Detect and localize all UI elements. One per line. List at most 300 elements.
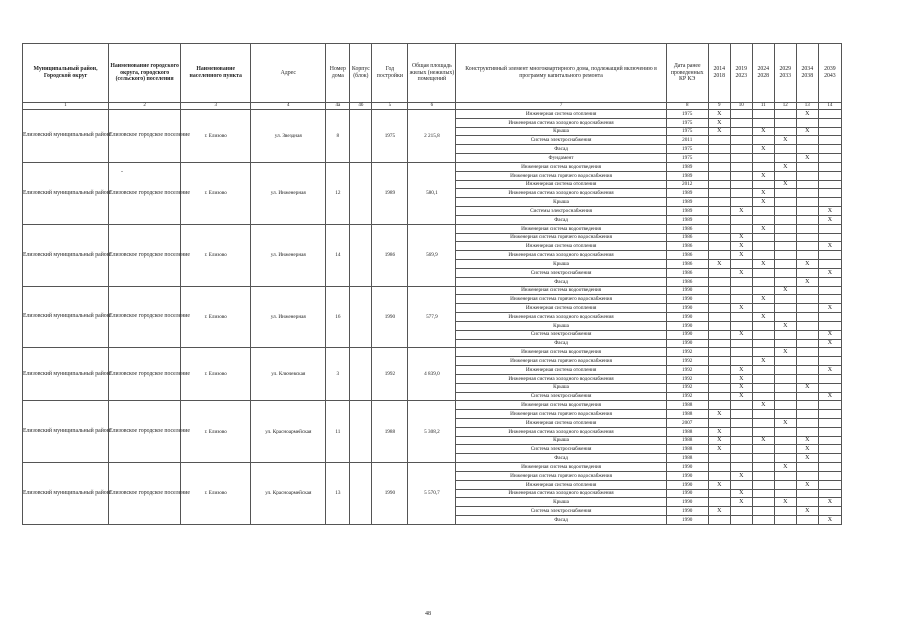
- settlement-cell: Елизовское городское поселение: [109, 401, 181, 463]
- period-mark-cell: [796, 189, 818, 198]
- period-mark-cell: [752, 498, 774, 507]
- prior-repair-date-cell: 1988: [666, 454, 708, 463]
- build-year-cell: 1986: [372, 224, 408, 286]
- period-mark-cell: [708, 471, 730, 480]
- period-mark-cell: [818, 295, 841, 304]
- period-mark-cell: [774, 392, 796, 401]
- district-cell: Елизовский муниципальный район: [23, 401, 109, 463]
- period-mark-cell: X: [818, 516, 841, 525]
- period-mark-cell: X: [752, 313, 774, 322]
- period-mark-cell: [818, 233, 841, 242]
- prior-repair-date-cell: 1989: [666, 162, 708, 171]
- period-mark-cell: X: [774, 498, 796, 507]
- period-mark-cell: X: [730, 251, 752, 260]
- prior-repair-date-cell: 1992: [666, 392, 708, 401]
- period-mark-cell: X: [796, 480, 818, 489]
- prior-repair-date-cell: 1990: [666, 313, 708, 322]
- period-mark-cell: [708, 374, 730, 383]
- build-year-cell: 1990: [372, 286, 408, 348]
- period-mark-cell: [708, 233, 730, 242]
- element-name-cell: Система электроснабжения: [456, 136, 666, 145]
- period-mark-cell: X: [796, 445, 818, 454]
- table-row: [23, 110, 842, 119]
- period-mark-cell: [818, 313, 841, 322]
- period-mark-cell: X: [730, 471, 752, 480]
- period-mark-cell: [708, 242, 730, 251]
- block-cell: [350, 463, 372, 525]
- locality-cell: г. Елизово: [181, 401, 251, 463]
- element-name-cell: Крыша: [456, 383, 666, 392]
- period-mark-cell: X: [796, 127, 818, 136]
- period-mark-cell: X: [752, 436, 774, 445]
- element-name-cell: Инженерная система горячего водоснабжения: [456, 471, 666, 480]
- period-mark-cell: [752, 277, 774, 286]
- area-cell: 569,9: [408, 224, 456, 286]
- settlement-cell: Елизовское городское поселение: [109, 110, 181, 163]
- period-mark-cell: X: [708, 427, 730, 436]
- element-name-cell: Инженерная система холодного водоснабжения: [456, 313, 666, 322]
- prior-repair-date-cell: 1989: [666, 215, 708, 224]
- area-cell: 580,1: [408, 162, 456, 224]
- element-name-cell: Фасад: [456, 516, 666, 525]
- prior-repair-date-cell: 1990: [666, 321, 708, 330]
- period-mark-cell: [730, 260, 752, 269]
- period-mark-cell: [730, 110, 752, 119]
- period-mark-cell: [730, 516, 752, 525]
- prior-repair-date-cell: 1990: [666, 330, 708, 339]
- column-header: 2019 2023: [730, 44, 752, 103]
- column-header: Номер дома: [326, 44, 350, 103]
- period-mark-cell: [752, 330, 774, 339]
- column-header: 2039 2043: [818, 44, 841, 103]
- period-mark-cell: [752, 136, 774, 145]
- house-number-cell: 12: [326, 162, 350, 224]
- period-mark-cell: [774, 516, 796, 525]
- period-mark-cell: X: [752, 295, 774, 304]
- column-number: 6: [408, 103, 456, 110]
- period-mark-cell: [708, 171, 730, 180]
- district-cell: Елизовский муниципальный район: [23, 224, 109, 286]
- locality-cell: г. Елизово: [181, 463, 251, 525]
- period-mark-cell: [708, 339, 730, 348]
- period-mark-cell: [796, 401, 818, 410]
- period-mark-cell: [752, 207, 774, 216]
- prior-repair-date-cell: 1990: [666, 295, 708, 304]
- prior-repair-date-cell: 1988: [666, 427, 708, 436]
- settlement-cell: Елизовское городское поселение: [109, 348, 181, 401]
- period-mark-cell: [818, 321, 841, 330]
- locality-cell: г. Елизово: [181, 224, 251, 286]
- period-mark-cell: X: [796, 507, 818, 516]
- period-mark-cell: [730, 224, 752, 233]
- period-mark-cell: X: [752, 224, 774, 233]
- period-mark-cell: [752, 516, 774, 525]
- period-mark-cell: [818, 260, 841, 269]
- period-mark-cell: [708, 295, 730, 304]
- settlement-cell: Елизовское городское поселение: [109, 286, 181, 348]
- period-mark-cell: X: [708, 110, 730, 119]
- settlement-cell: Елизовское городское поселение: [109, 224, 181, 286]
- period-mark-cell: X: [730, 304, 752, 313]
- table-body: [23, 110, 842, 525]
- prior-repair-date-cell: 1988: [666, 436, 708, 445]
- period-mark-cell: [752, 489, 774, 498]
- period-mark-cell: [730, 162, 752, 171]
- period-mark-cell: [730, 321, 752, 330]
- period-mark-cell: [708, 516, 730, 525]
- element-name-cell: Инженерная система горячего водоснабжения: [456, 233, 666, 242]
- period-mark-cell: X: [730, 233, 752, 242]
- period-mark-cell: X: [796, 260, 818, 269]
- element-name-cell: Инженерная система холодного водоснабжения: [456, 489, 666, 498]
- period-mark-cell: [796, 374, 818, 383]
- period-mark-cell: [774, 233, 796, 242]
- period-mark-cell: [774, 339, 796, 348]
- period-mark-cell: [708, 162, 730, 171]
- element-name-cell: Крыша: [456, 321, 666, 330]
- table-row: [23, 401, 842, 410]
- column-header: Корпус (блок): [350, 44, 372, 103]
- period-mark-cell: X: [752, 189, 774, 198]
- element-name-cell: Инженерная система горячего водоснабжения: [456, 171, 666, 180]
- period-mark-cell: [774, 313, 796, 322]
- street-cell: ул. Ключевская: [251, 348, 326, 401]
- period-mark-cell: [774, 489, 796, 498]
- period-mark-cell: [730, 277, 752, 286]
- period-mark-cell: [708, 198, 730, 207]
- period-mark-cell: X: [730, 383, 752, 392]
- period-mark-cell: X: [730, 268, 752, 277]
- element-name-cell: Фасад: [456, 145, 666, 154]
- element-name-cell: Система электроснабжения: [456, 392, 666, 401]
- prior-repair-date-cell: 1986: [666, 251, 708, 260]
- column-header: Наименование населенного пункта: [181, 44, 251, 103]
- period-mark-cell: [796, 463, 818, 472]
- period-mark-cell: [730, 357, 752, 366]
- period-mark-cell: X: [708, 260, 730, 269]
- prior-repair-date-cell: 1986: [666, 242, 708, 251]
- period-mark-cell: [774, 268, 796, 277]
- period-mark-cell: [708, 463, 730, 472]
- period-mark-cell: [774, 154, 796, 163]
- column-number-row: [23, 103, 842, 110]
- period-mark-cell: [708, 304, 730, 313]
- block-cell: [350, 401, 372, 463]
- period-mark-cell: [796, 118, 818, 127]
- period-mark-cell: [796, 392, 818, 401]
- period-mark-cell: [796, 418, 818, 427]
- element-name-cell: Система электроснабжения: [456, 268, 666, 277]
- element-name-cell: Инженерная система холодного водоснабжения: [456, 251, 666, 260]
- period-mark-cell: X: [708, 480, 730, 489]
- prior-repair-date-cell: 1992: [666, 348, 708, 357]
- period-mark-cell: [818, 418, 841, 427]
- area-cell: 2 215,8: [408, 110, 456, 163]
- period-mark-cell: X: [774, 321, 796, 330]
- period-mark-cell: [818, 489, 841, 498]
- column-number: 3: [181, 103, 251, 110]
- period-mark-cell: [730, 171, 752, 180]
- element-name-cell: Инженерная система горячего водоснабжения: [456, 295, 666, 304]
- prior-repair-date-cell: 2007: [666, 418, 708, 427]
- stray-mark: -: [121, 169, 123, 175]
- period-mark-cell: [774, 207, 796, 216]
- period-mark-cell: [796, 427, 818, 436]
- period-mark-cell: [752, 374, 774, 383]
- period-mark-cell: [752, 463, 774, 472]
- prior-repair-date-cell: 1989: [666, 171, 708, 180]
- district-cell: Елизовский муниципальный район: [23, 286, 109, 348]
- period-mark-cell: X: [818, 392, 841, 401]
- period-mark-cell: X: [818, 268, 841, 277]
- period-mark-cell: X: [796, 277, 818, 286]
- period-mark-cell: [730, 401, 752, 410]
- period-mark-cell: [818, 507, 841, 516]
- period-mark-cell: [730, 286, 752, 295]
- period-mark-cell: [774, 171, 796, 180]
- period-mark-cell: X: [752, 145, 774, 154]
- element-name-cell: Крыша: [456, 260, 666, 269]
- column-number: 11: [752, 103, 774, 110]
- street-cell: ул. Красноармейская: [251, 401, 326, 463]
- period-mark-cell: [774, 304, 796, 313]
- period-mark-cell: X: [730, 242, 752, 251]
- capital-repair-table: [22, 43, 842, 525]
- block-cell: [350, 348, 372, 401]
- period-mark-cell: [774, 110, 796, 119]
- prior-repair-date-cell: 1975: [666, 145, 708, 154]
- element-name-cell: Системы электроснабжения: [456, 207, 666, 216]
- period-mark-cell: X: [774, 162, 796, 171]
- period-mark-cell: [730, 480, 752, 489]
- period-mark-cell: [708, 136, 730, 145]
- period-mark-cell: X: [730, 489, 752, 498]
- table-row: [23, 463, 842, 472]
- period-mark-cell: X: [774, 286, 796, 295]
- period-mark-cell: [774, 260, 796, 269]
- period-mark-cell: [796, 410, 818, 419]
- period-mark-cell: [818, 118, 841, 127]
- period-mark-cell: X: [752, 198, 774, 207]
- column-number: 13: [796, 103, 818, 110]
- prior-repair-date-cell: 1990: [666, 286, 708, 295]
- element-name-cell: Инженерная система горячего водоснабжения: [456, 410, 666, 419]
- table-row: [23, 286, 842, 295]
- prior-repair-date-cell: 1990: [666, 304, 708, 313]
- element-name-cell: Инженерная система горячего водоснабжения: [456, 357, 666, 366]
- table-row: [23, 224, 842, 233]
- period-mark-cell: [774, 145, 796, 154]
- period-mark-cell: [730, 418, 752, 427]
- period-mark-cell: [818, 162, 841, 171]
- element-name-cell: Инженерная система отопления: [456, 480, 666, 489]
- period-mark-cell: [818, 277, 841, 286]
- column-number: 12: [774, 103, 796, 110]
- period-mark-cell: X: [796, 110, 818, 119]
- period-mark-cell: [730, 189, 752, 198]
- period-mark-cell: [752, 304, 774, 313]
- prior-repair-date-cell: 1990: [666, 463, 708, 472]
- period-mark-cell: X: [752, 260, 774, 269]
- locality-cell: г. Елизово: [181, 162, 251, 224]
- period-mark-cell: [752, 480, 774, 489]
- period-mark-cell: [796, 295, 818, 304]
- settlement-cell: Елизовское городское поселение: [109, 463, 181, 525]
- period-mark-cell: X: [774, 180, 796, 189]
- element-name-cell: Система электроснабжения: [456, 507, 666, 516]
- period-mark-cell: [708, 286, 730, 295]
- element-name-cell: Инженерная система отопления: [456, 304, 666, 313]
- period-mark-cell: [796, 348, 818, 357]
- element-name-cell: Инженерная система отопления: [456, 366, 666, 375]
- period-mark-cell: [818, 198, 841, 207]
- period-mark-cell: [774, 471, 796, 480]
- period-mark-cell: [774, 198, 796, 207]
- period-mark-cell: [774, 224, 796, 233]
- period-mark-cell: [752, 507, 774, 516]
- locality-cell: г. Елизово: [181, 110, 251, 163]
- period-mark-cell: X: [818, 242, 841, 251]
- period-mark-cell: X: [708, 507, 730, 516]
- period-mark-cell: X: [730, 498, 752, 507]
- column-number: 8: [666, 103, 708, 110]
- element-name-cell: Крыша: [456, 127, 666, 136]
- prior-repair-date-cell: 1975: [666, 127, 708, 136]
- period-mark-cell: [730, 215, 752, 224]
- period-mark-cell: [708, 189, 730, 198]
- element-name-cell: Инженерная система водоотведения: [456, 401, 666, 410]
- period-mark-cell: X: [774, 463, 796, 472]
- column-header: 2014 2018: [708, 44, 730, 103]
- period-mark-cell: [796, 242, 818, 251]
- build-year-cell: 1989: [372, 162, 408, 224]
- period-mark-cell: [818, 127, 841, 136]
- prior-repair-date-cell: 1990: [666, 498, 708, 507]
- street-cell: ул. Инженерная: [251, 162, 326, 224]
- period-mark-cell: [796, 215, 818, 224]
- period-mark-cell: [818, 436, 841, 445]
- area-cell: 577,9: [408, 286, 456, 348]
- period-mark-cell: [752, 110, 774, 119]
- block-cell: [350, 286, 372, 348]
- element-name-cell: Фасад: [456, 215, 666, 224]
- prior-repair-date-cell: 1989: [666, 189, 708, 198]
- period-mark-cell: [752, 162, 774, 171]
- column-header: Муниципальный район, Городской округ: [23, 44, 109, 103]
- period-mark-cell: X: [730, 207, 752, 216]
- period-mark-cell: [708, 180, 730, 189]
- period-mark-cell: [774, 374, 796, 383]
- element-name-cell: Инженерная система водоотведения: [456, 463, 666, 472]
- house-number-cell: 8: [326, 110, 350, 163]
- period-mark-cell: [708, 392, 730, 401]
- period-mark-cell: [752, 215, 774, 224]
- prior-repair-date-cell: 1989: [666, 198, 708, 207]
- element-name-cell: Инженерная система водоотведения: [456, 162, 666, 171]
- element-name-cell: Инженерная система отопления: [456, 418, 666, 427]
- element-name-cell: Инженерная система холодного водоснабжения: [456, 427, 666, 436]
- period-mark-cell: [730, 198, 752, 207]
- period-mark-cell: [774, 454, 796, 463]
- table-header: [23, 44, 842, 110]
- prior-repair-date-cell: 1990: [666, 471, 708, 480]
- period-mark-cell: [774, 436, 796, 445]
- period-mark-cell: [818, 154, 841, 163]
- prior-repair-date-cell: 1986: [666, 233, 708, 242]
- period-mark-cell: X: [730, 366, 752, 375]
- house-number-cell: 16: [326, 286, 350, 348]
- period-mark-cell: [730, 136, 752, 145]
- district-cell: Елизовский муниципальный район: [23, 463, 109, 525]
- period-mark-cell: [818, 427, 841, 436]
- period-mark-cell: [752, 366, 774, 375]
- period-mark-cell: [730, 507, 752, 516]
- column-header: Конструктивный элемент многоквартирного дома, подлежащий включению в программу капитального ремонта: [456, 44, 666, 103]
- element-name-cell: Инженерная система водоотведения: [456, 286, 666, 295]
- period-mark-cell: [730, 445, 752, 454]
- period-mark-cell: [796, 339, 818, 348]
- period-mark-cell: [708, 321, 730, 330]
- period-mark-cell: [774, 383, 796, 392]
- period-mark-cell: [774, 277, 796, 286]
- column-number: 9: [708, 103, 730, 110]
- prior-repair-date-cell: 1992: [666, 374, 708, 383]
- house-number-cell: 14: [326, 224, 350, 286]
- settlement-cell: Елизовское городское поселение: [109, 162, 181, 224]
- period-mark-cell: [708, 366, 730, 375]
- period-mark-cell: X: [730, 330, 752, 339]
- period-mark-cell: X: [730, 392, 752, 401]
- column-number: 4б: [350, 103, 372, 110]
- period-mark-cell: [796, 268, 818, 277]
- period-mark-cell: [774, 295, 796, 304]
- column-header: 2029 2033: [774, 44, 796, 103]
- column-header: Наименование городского округа, городского (сельского) поселения: [109, 44, 181, 103]
- period-mark-cell: X: [774, 136, 796, 145]
- column-header: Адрес: [251, 44, 326, 103]
- period-mark-cell: X: [796, 454, 818, 463]
- period-mark-cell: [730, 339, 752, 348]
- period-mark-cell: [730, 436, 752, 445]
- block-cell: [350, 224, 372, 286]
- period-mark-cell: [752, 180, 774, 189]
- period-mark-cell: [752, 348, 774, 357]
- period-mark-cell: [796, 321, 818, 330]
- street-cell: ул. Звездная: [251, 110, 326, 163]
- period-mark-cell: [774, 366, 796, 375]
- period-mark-cell: [796, 516, 818, 525]
- period-mark-cell: [752, 410, 774, 419]
- build-year-cell: 1988: [372, 401, 408, 463]
- district-cell: Елизовский муниципальный район: [23, 162, 109, 224]
- period-mark-cell: [796, 198, 818, 207]
- period-mark-cell: [818, 189, 841, 198]
- period-mark-cell: X: [708, 118, 730, 127]
- period-mark-cell: [752, 383, 774, 392]
- period-mark-cell: [818, 454, 841, 463]
- element-name-cell: Фундамент: [456, 154, 666, 163]
- element-name-cell: Система электроснабжения: [456, 445, 666, 454]
- area-cell: 5 308,2: [408, 401, 456, 463]
- house-number-cell: 13: [326, 463, 350, 525]
- period-mark-cell: [796, 162, 818, 171]
- column-header: 2034 2038: [796, 44, 818, 103]
- build-year-cell: 1975: [372, 110, 408, 163]
- district-cell: Елизовский муниципальный район: [23, 348, 109, 401]
- period-mark-cell: [730, 154, 752, 163]
- period-mark-cell: X: [708, 127, 730, 136]
- period-mark-cell: [796, 145, 818, 154]
